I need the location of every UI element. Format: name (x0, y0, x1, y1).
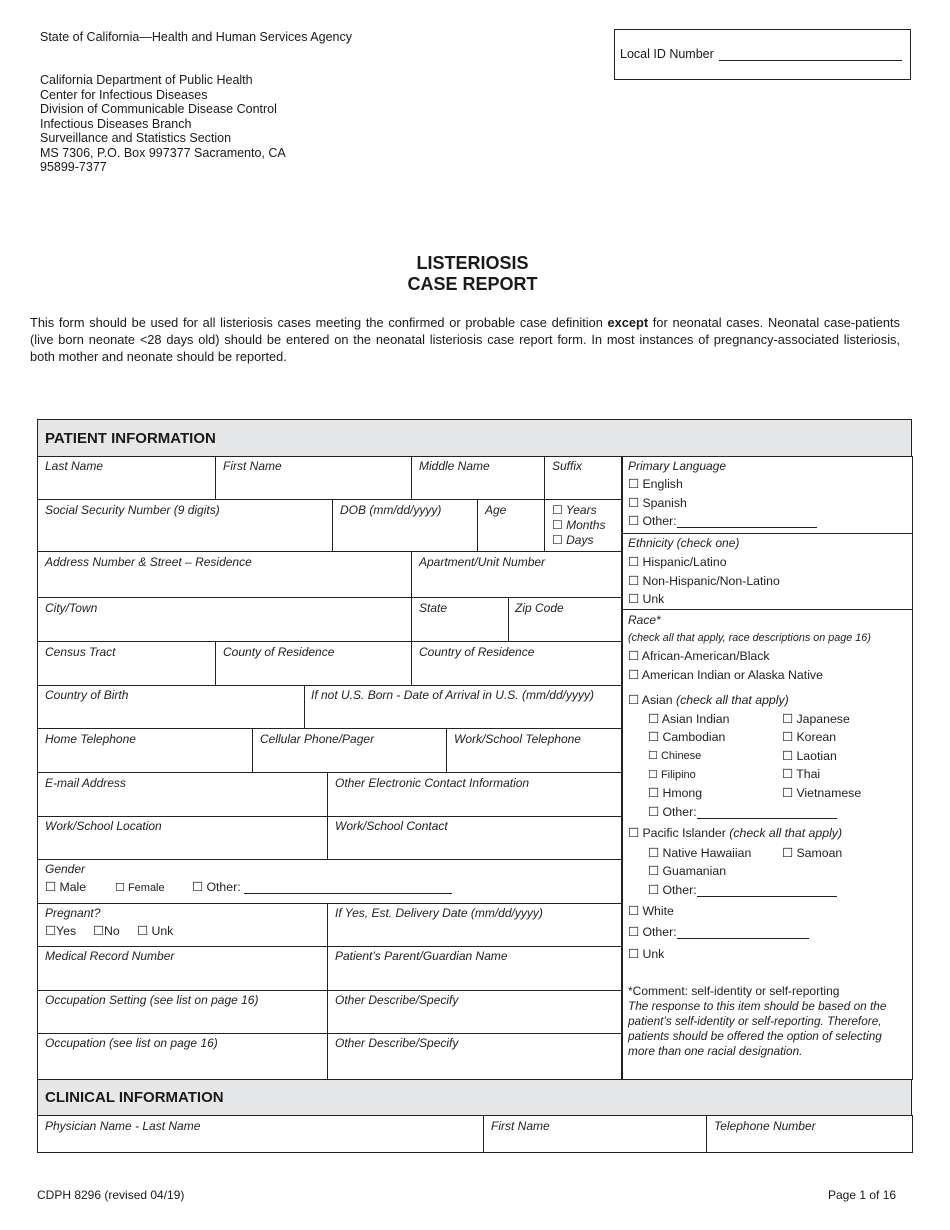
physician-first-name-label: First Name (491, 1119, 550, 1133)
census-tract-label: Census Tract (45, 645, 116, 659)
cell-divider (304, 685, 305, 728)
race-unk-option[interactable]: ☐ Unk (628, 947, 665, 961)
race-asian-option[interactable]: ☐ Asian (check all that apply) (628, 693, 789, 707)
race-laotian-option[interactable]: ☐ Laotian (782, 749, 837, 763)
ethnicity-hispanic-option[interactable]: ☐ Hispanic/Latino (628, 555, 727, 569)
race-african-option[interactable]: ☐ African-American/Black (628, 649, 770, 663)
ethnicity-label: Ethnicity (check one) (628, 536, 740, 550)
age-months-option[interactable]: ☐ Months (552, 518, 606, 532)
local-id-field[interactable] (719, 60, 902, 61)
occupation-setting-label: Occupation Setting (see list on page 16) (45, 993, 259, 1007)
work-telephone-label: Work/School Telephone (454, 732, 581, 746)
row-line (37, 859, 621, 860)
pregnant-yes-option[interactable]: ☐Yes (45, 924, 77, 938)
race-pacific-other-option[interactable]: ☐ Other: (648, 883, 837, 897)
address-label: Address Number & Street – Residence (45, 555, 252, 569)
row-line (37, 816, 621, 817)
race-note: (check all that apply, race descriptions on page 16) (628, 632, 871, 644)
row-line (37, 903, 621, 904)
asian-other-field[interactable] (697, 806, 837, 819)
local-id-label: Local ID Number (620, 47, 714, 61)
pregnant-label: Pregnant? (45, 906, 101, 920)
row-line (37, 551, 544, 552)
row-line (621, 609, 912, 610)
mrn-label: Medical Record Number (45, 949, 175, 963)
cell-divider (252, 728, 253, 772)
last-name-label: Last Name (45, 459, 104, 473)
race-pacific-option[interactable]: ☐ Pacific Islander (check all that apply) (628, 826, 843, 840)
frame-left (37, 1115, 38, 1153)
cell-divider (544, 456, 545, 551)
clinical-info-header: CLINICAL INFORMATION (37, 1079, 912, 1116)
dept-line: Division of Communicable Disease Control (40, 102, 277, 116)
cell-divider (215, 641, 216, 685)
cell-divider (477, 499, 478, 551)
cell-divider (327, 772, 328, 859)
row-line (37, 597, 621, 598)
zip-label: Zip Code (515, 601, 564, 615)
row-line (37, 685, 621, 686)
race-korean-option[interactable]: ☐ Korean (782, 730, 837, 744)
race-comment-title: *Comment: self-identity or self-reporting (628, 984, 840, 998)
home-telephone-label: Home Telephone (45, 732, 136, 746)
dept-line: MS 7306, P.O. Box 997377 Sacramento, CA (40, 145, 286, 160)
row-line (621, 533, 912, 534)
work-location-label: Work/School Location (45, 819, 162, 833)
primary-language-label: Primary Language (628, 459, 727, 473)
cell-divider (483, 1115, 484, 1153)
frame-left (37, 456, 38, 1080)
other-contact-label: Other Electronic Contact Information (335, 776, 530, 790)
column-divider (621, 456, 623, 1080)
cell-divider (508, 597, 509, 641)
race-chinese-option[interactable]: ☐ Chinese (648, 750, 702, 762)
race-guamanian-option[interactable]: ☐ Guamanian (648, 864, 727, 878)
dob-label: DOB (mm/dd/yyyy) (340, 503, 442, 517)
apt-label: Apartment/Unit Number (419, 555, 546, 569)
race-american-indian-option[interactable]: ☐ American Indian or Alaska Native (628, 668, 823, 682)
frame-right (912, 1115, 913, 1153)
title-line-2: CASE REPORT (407, 274, 538, 294)
cell-divider (327, 903, 328, 1080)
race-other-option[interactable]: ☐ Other: (628, 925, 809, 939)
local-id-box (614, 29, 911, 80)
race-hmong-option[interactable]: ☐ Hmong (648, 786, 703, 800)
race-native-hawaiian-option[interactable]: ☐ Native Hawaiian (648, 846, 752, 860)
form-title (0, 253, 945, 295)
arrival-date-label: If not U.S. Born - Date of Arrival in U.S. (mm/dd/yyyy) (311, 688, 594, 702)
race-white-option[interactable]: ☐ White (628, 904, 674, 918)
patient-info-header: PATIENT INFORMATION (37, 419, 912, 457)
row-line (37, 1152, 913, 1153)
intro-text-2: for neonatal cases. Neonatal case-patients (live born neonate <28 days old) should be entered on the neonatal listeriosis case report form. In most instances of pregnancy-associated listeriosis, both mother and neonate should be reported. (30, 315, 900, 364)
cell-divider (411, 551, 412, 641)
dept-line: Infectious Diseases Branch (40, 116, 192, 131)
row-line (544, 551, 621, 552)
pregnant-unk-option[interactable]: ☐ Unk (137, 924, 174, 938)
age-days-option[interactable]: ☐ Days (552, 533, 594, 547)
occupation-label: Occupation (see list on page 16) (45, 1036, 218, 1050)
cell-divider (411, 641, 412, 685)
country-residence-label: Country of Residence (419, 645, 535, 659)
physician-last-name-label: Physician Name - Last Name (45, 1119, 201, 1133)
row-line (37, 772, 621, 773)
work-contact-label: Work/School Contact (335, 819, 448, 833)
row-line (37, 641, 621, 642)
title-line-1: LISTERIOSIS (416, 253, 529, 273)
race-cambodian-option[interactable]: ☐ Cambodian (648, 730, 726, 744)
dept-line: 95899-7377 (40, 160, 107, 174)
gender-label: Gender (45, 862, 86, 876)
pacific-other-field[interactable] (697, 884, 837, 897)
race-comment-body: The response to this item should be based on the patient’s self-identity or self-reporting. Therefore, patients should be offered the option of selecting more than one racial designation. (628, 999, 887, 1058)
page-number: Page 1 of 16 (828, 1188, 897, 1202)
race-filipino-option[interactable]: ☐ Filipino (648, 769, 696, 781)
language-english-option[interactable]: ☐ English (628, 477, 683, 491)
race-samoan-option[interactable]: ☐ Samoan (782, 846, 843, 860)
intro-text-1: This form should be used for all listeriosis cases meeting the confirmed or probable case definition (30, 315, 608, 330)
department-address (40, 73, 286, 175)
intro-bold: except (607, 315, 649, 330)
race-asian-indian-option[interactable]: ☐ Asian Indian (648, 712, 730, 726)
row-line (37, 728, 621, 729)
ssn-label: Social Security Number (9 digits) (45, 503, 220, 517)
language-other-option[interactable]: ☐ Other: (628, 514, 817, 528)
dept-line: Surveillance and Statistics Section (40, 131, 232, 145)
other-describe-label: Other Describe/Specify (335, 1036, 459, 1050)
race-japanese-option[interactable]: ☐ Japanese (782, 712, 850, 726)
intro-paragraph (30, 314, 900, 365)
form-id: CDPH 8296 (revised 04/19) (37, 1188, 185, 1202)
suffix-label: Suffix (552, 459, 583, 473)
dept-line: Center for Infectious Diseases (40, 87, 208, 102)
state-label: State (419, 601, 448, 615)
cell-phone-label: Cellular Phone/Pager (260, 732, 375, 746)
delivery-date-label: If Yes, Est. Delivery Date (mm/dd/yyyy) (335, 906, 543, 920)
cell-divider (411, 456, 412, 499)
ethnicity-unk-option[interactable]: ☐ Unk (628, 592, 665, 606)
dept-line: California Department of Public Health (40, 73, 253, 87)
gender-male-option[interactable]: ☐ Male (45, 880, 87, 894)
race-thai-option[interactable]: ☐ Thai (782, 767, 821, 781)
cell-divider (215, 456, 216, 499)
cell-divider (706, 1115, 707, 1153)
ethnicity-nonhispanic-option[interactable]: ☐ Non-Hispanic/Non-Latino (628, 574, 780, 588)
age-years-option[interactable]: ☐ Years (552, 503, 597, 517)
gender-other-option[interactable]: ☐ Other: (192, 880, 452, 894)
pregnant-no-option[interactable]: ☐No (93, 924, 120, 938)
first-name-label: First Name (223, 459, 282, 473)
cell-divider (332, 499, 333, 551)
language-other-field[interactable] (677, 515, 817, 528)
row-line (37, 499, 621, 500)
gender-female-option[interactable]: ☐ Female (115, 882, 165, 894)
gender-other-field[interactable] (244, 881, 452, 894)
other-describe-label: Other Describe/Specify (335, 993, 459, 1007)
language-spanish-option[interactable]: ☐ Spanish (628, 496, 687, 510)
cell-divider (446, 728, 447, 772)
guardian-label: Patient’s Parent/Guardian Name (335, 949, 508, 963)
middle-name-label: Middle Name (419, 459, 490, 473)
race-vietnamese-option[interactable]: ☐ Vietnamese (782, 786, 862, 800)
city-label: City/Town (45, 601, 98, 615)
age-label: Age (485, 503, 507, 517)
row-line (37, 1033, 621, 1034)
race-other-field[interactable] (677, 926, 809, 939)
frame-right (912, 456, 913, 1080)
row-line (37, 946, 621, 947)
physician-telephone-label: Telephone Number (714, 1119, 816, 1133)
country-birth-label: Country of Birth (45, 688, 129, 702)
agency-name: State of California—Health and Human Services Agency (40, 30, 352, 44)
email-label: E-mail Address (45, 776, 126, 790)
race-asian-other-option[interactable]: ☐ Other: (648, 805, 837, 819)
county-label: County of Residence (223, 645, 335, 659)
race-label: Race* (628, 613, 661, 627)
row-line (37, 990, 621, 991)
